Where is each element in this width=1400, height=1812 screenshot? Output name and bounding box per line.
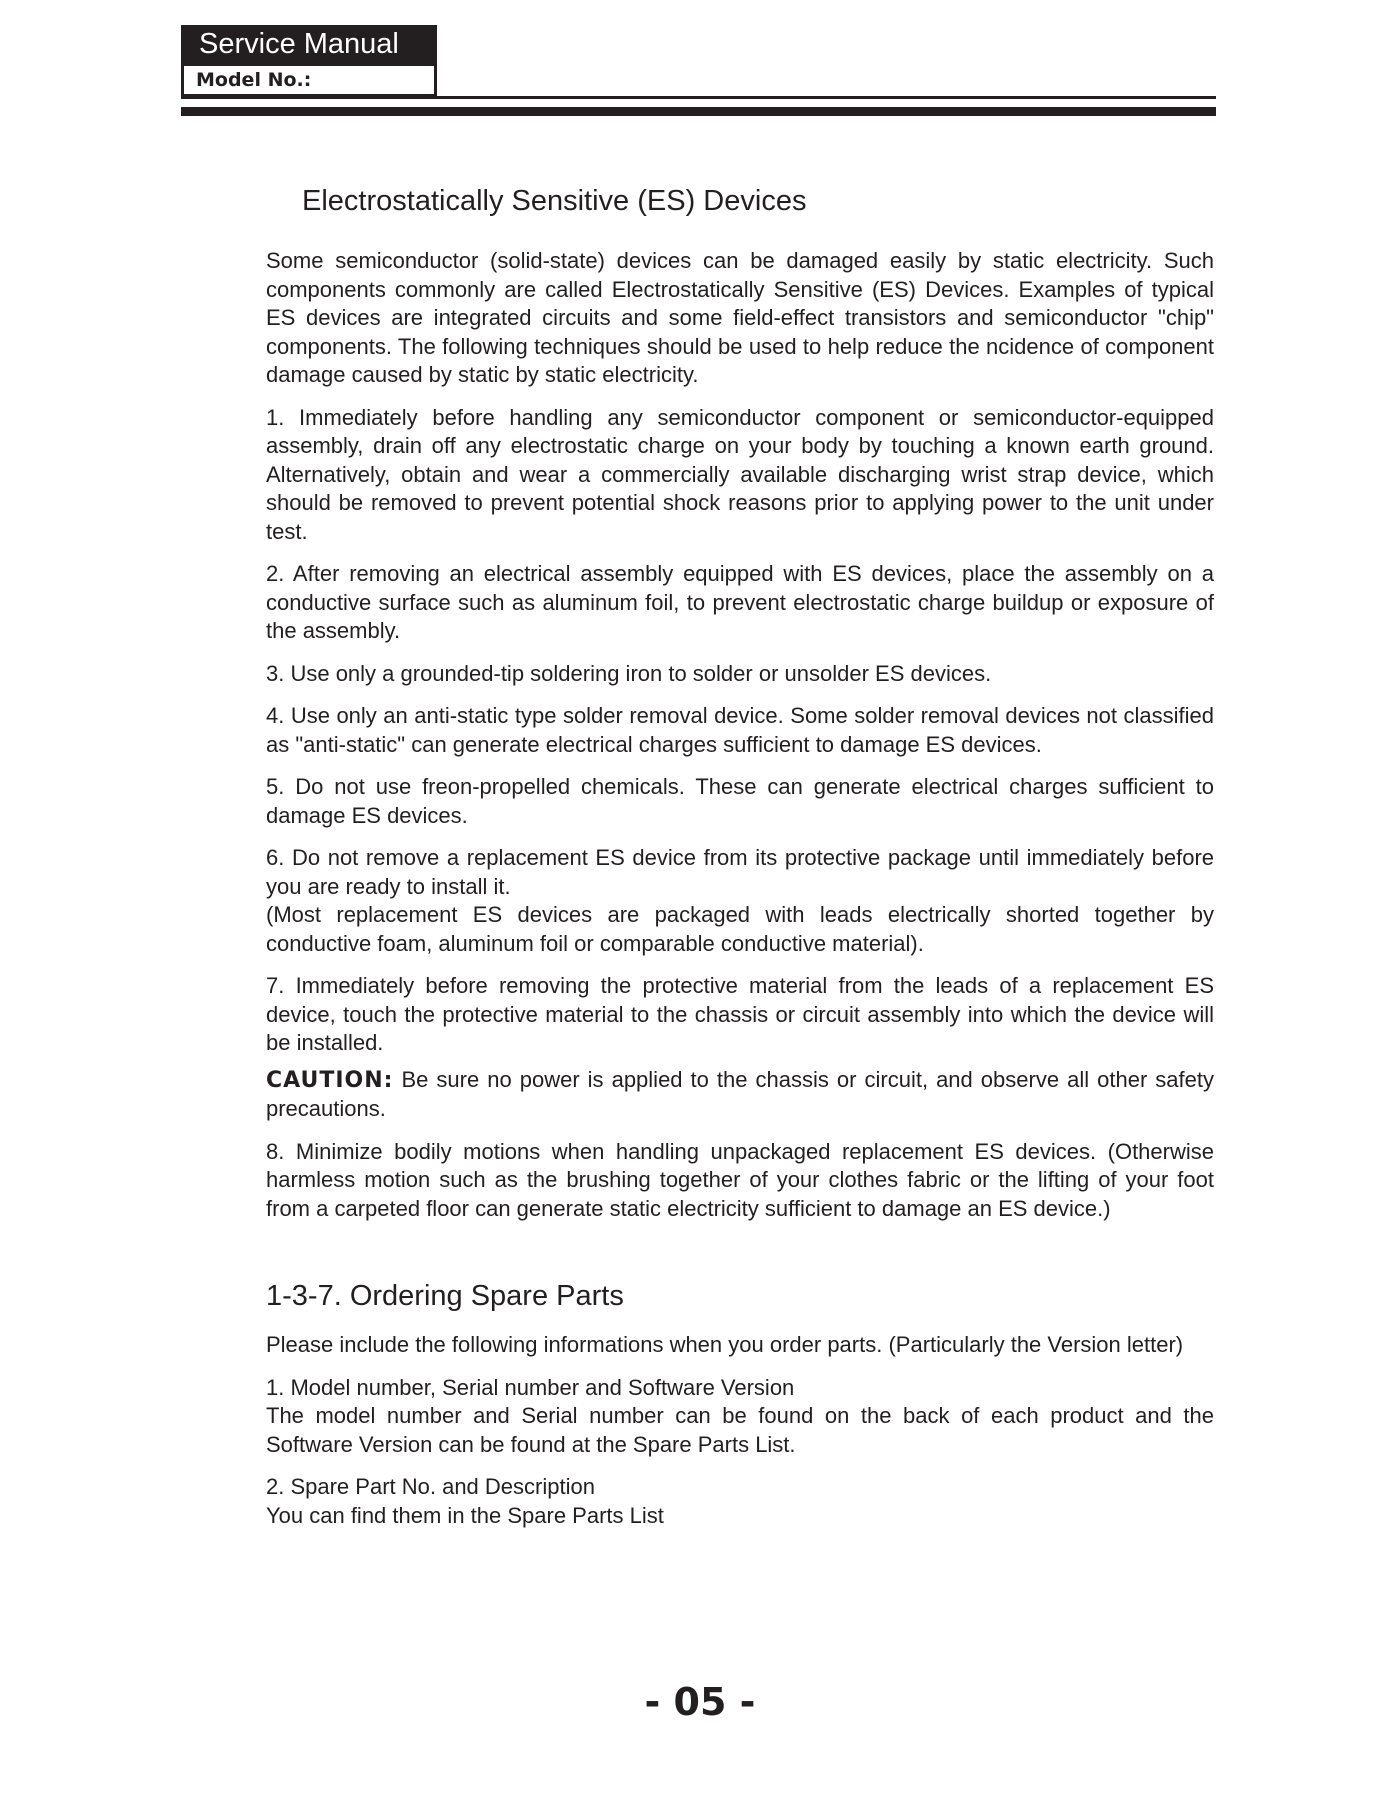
es-item-3: 3. Use only a grounded-tip soldering iron to solder or unsolder ES devices. [266,660,992,686]
header-divider-thin [181,96,1216,99]
ordering-item-1 [266,1374,1214,1460]
ordering-item-1-text: The model number and Serial number can be found on the back of each product and the Software Version can be found at the Spare Parts List. [266,1403,1214,1457]
page-number: - 05 - [644,1680,756,1724]
ordering-intro: Please include the following informations when you order parts. (Particularly the Version letter) [266,1332,1184,1357]
manual-title: Service Manual [181,25,437,63]
model-number-label: Model No.: [181,63,437,97]
es-item-5: 5. Do not use freon-propelled chemicals. These can generate electrical charges sufficient to damage ES devices. [266,774,1214,828]
caution-paragraph [266,1066,1214,1124]
ordering-item-2-title: 2. Spare Part No. and Description [266,1474,595,1499]
header-divider-thick [181,107,1216,116]
ordering-item-1-title: 1. Model number, Serial number and Software Version [266,1374,795,1400]
ordering-item-2 [266,1473,1214,1530]
page-content [266,182,1214,1544]
es-item-6-note: (Most replacement ES devices are packaged with leads electrically shorted together by conductive foam, aluminum foil or comparable conductive material). [266,902,1214,956]
es-item-8: 8. Minimize bodily motions when handling unpackaged replacement ES devices. (Otherwise harmless motion such as the brushing together of your clothes fabric or the lifting of your foot from a carpeted floor can generate static electricity sufficient to damage an ES device.) [266,1138,1214,1221]
es-item-1: 1. Immediately before handling any semiconductor component or semiconductor-equipped assembly, drain off any electrostatic charge on your body by touching a known earth ground. Alternatively, obtain and wear a commercially available discharging wrist strap device, which should be removed to prevent potential shock reasons prior to applying power to the unit under test. [266,404,1214,544]
es-item-7: 7. Immediately before removing the protective material from the leads of a replacement ES device, touch the protective material to the chassis or circuit assembly into which the device will be installed. [266,973,1214,1055]
es-devices-heading: Electrostatically Sensitive (ES) Devices [302,185,807,217]
es-item-2: 2. After removing an electrical assembly equipped with ES devices, place the assembly on a conductive surface such as aluminum foil, to prevent electrostatic charge buildup or exposure of the assembly. [266,561,1214,643]
es-item-4: 4. Use only an anti-static type solder removal device. Some solder removal devices not classified as "anti-static" can generate electrical charges sufficient to damage ES devices. [266,703,1214,757]
ordering-item-2-text: You can find them in the Spare Parts List [266,1502,664,1528]
caution-label: CAUTION: [266,1067,394,1093]
ordering-spare-parts-heading: 1-3-7. Ordering Spare Parts [266,1280,624,1312]
es-item-6: 6. Do not remove a replacement ES device from its protective package until immediately before you are ready to install it. [266,845,1214,899]
es-intro-paragraph: Some semiconductor (solid-state) devices can be damaged easily by static electricity. Such components commonly are called Electrostatically Sensitive (ES) Devices. Examples of typical ES devices are integrated circuits and some field-effect transistors and semiconductor "chip" components. The following techniques should be used to help reduce the ncidence of component damage caused by static by static electricity. [266,248,1214,387]
caution-text: Be sure no power is applied to the chassis or circuit, and observe all other safety precautions. [266,1066,1214,1121]
